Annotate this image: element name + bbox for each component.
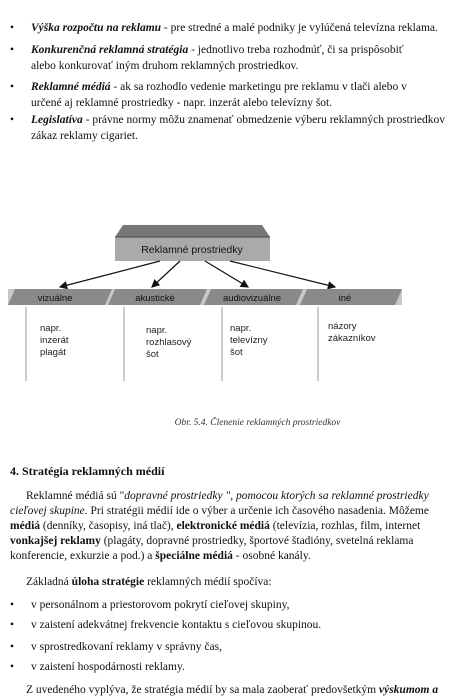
paragraph-line [26, 575, 455, 590]
example-text: šot [230, 347, 243, 358]
example-text: inzerát [40, 335, 69, 346]
bullet-glyph: • [10, 661, 15, 673]
diagram-root-label: Reklamné prostriedky [141, 244, 243, 256]
bullet-text: v zaistení hospodárnosti reklamy. [31, 661, 185, 673]
bullet-glyph: • [10, 641, 15, 653]
category-label: audiovizuálne [222, 293, 282, 304]
para-text: - osobné kanály. [232, 550, 311, 562]
para-text-italic: cieľovej skupine. [10, 505, 88, 517]
bullet-glyph: • [10, 22, 15, 34]
example-text: plagát [40, 347, 66, 358]
category-label: akustické [135, 293, 175, 304]
para-text-bold: elektronické médiá [176, 520, 270, 532]
bullet-text: - jednotlivo treba rozhodnúť, či sa prispôsobiť [188, 44, 404, 56]
example-text: napr. [230, 323, 252, 334]
para-text: reklamných médií spočíva: [144, 576, 272, 588]
bullet-glyph: • [10, 44, 15, 56]
example-text: napr. [146, 325, 168, 336]
bullet-text: v zaistení adekvátnej frekvencie kontaktu s cieľovou skupinou. [31, 619, 322, 631]
bullet-text: v sprostredkovaní reklamy v správny čas, [31, 641, 222, 653]
bullet-term: Legislatíva [31, 114, 83, 126]
bullet-text-continued: zákaz reklamy cigariet. [31, 129, 138, 142]
advertising-means-diagram [0, 205, 455, 405]
diagram-category-other [300, 289, 402, 305]
category-label: iné [338, 293, 352, 304]
para-text: (televízia, rozhlas, film, internet [269, 520, 421, 532]
diagram-category-visual [8, 289, 112, 305]
example-text: napr. [40, 323, 62, 334]
para-text: Pri stratégii médií ide o výber a určenie ich časového nasadenia. Môžeme [87, 505, 429, 517]
example-text: rozhlasový [146, 337, 192, 348]
bullet-text-continued: alebo konkurovať iným druhom reklamných prostriedkov. [31, 59, 299, 72]
paragraph-line [26, 683, 455, 698]
example-text: šot [146, 349, 159, 360]
bullet-text-continued: určené aj reklamné prostriedky - napr. inzerát alebo televízny šot. [31, 96, 333, 109]
bullet-glyph: • [10, 599, 15, 611]
bullet-text: - právne normy môžu znamenať obmedzenie výberu reklamných prostriedkov [82, 114, 445, 126]
bullet-glyph: • [10, 114, 15, 126]
bullet-text: v personálnom a priestorovom pokrytí cieľovej skupiny, [31, 599, 290, 611]
paragraph-line [10, 534, 455, 549]
para-text: (plagáty, dopravné prostriedky, športové štadióny, svetelná reklama [100, 535, 414, 547]
bullet-term: Výška rozpočtu na reklamu [31, 22, 162, 34]
diagram-root-node [115, 225, 270, 261]
para-text-bold: vonkajšej reklamy [10, 535, 101, 547]
diagram-category-acoustic [108, 289, 207, 305]
category-label: vizuálne [37, 293, 73, 304]
example-text: televízny [230, 335, 268, 346]
example-text: zákazníkov [328, 333, 376, 344]
paragraph-line [10, 549, 455, 564]
para-text-bold: špeciálne médiá [155, 550, 233, 562]
diagram-arrow [230, 261, 335, 287]
para-text-bold: médiá [10, 520, 41, 532]
para-text: Z uvedeného vyplýva, že stratégia médií by sa mala zaoberať predovšetkým [26, 684, 379, 696]
diagram-arrow [152, 261, 180, 287]
paragraph-line [10, 519, 455, 534]
para-text-italic: dopravné prostriedky ", pomocou ktorých sa reklamné prostriedky [124, 490, 429, 502]
bullet-glyph: • [10, 619, 15, 631]
bullet-glyph: • [10, 81, 15, 93]
para-text: Reklamné médiá sú " [26, 490, 125, 502]
bullet-term: Reklamné médiá [31, 81, 111, 93]
para-text-bold-italic: výskumom a [378, 684, 439, 696]
section-heading: 4. Stratégia reklamných médií [10, 464, 165, 478]
bullet-term: Konkurenčná reklamná stratégia [31, 44, 189, 56]
figure-caption: Obr. 5.4. Členenie reklamných prostriedkov [174, 418, 341, 428]
paragraph-line [10, 504, 455, 519]
diagram-arrow [205, 261, 248, 287]
diagram-category-audiovisual [204, 289, 303, 305]
paragraph-line [26, 489, 455, 504]
example-text: názory [328, 321, 357, 332]
para-text: (denníky, časopisy, iná tlač), [40, 520, 177, 532]
diagram-arrow [60, 261, 160, 287]
para-text: konferencie, exkurzie a pod.) a [10, 550, 156, 562]
bullet-text: - ak sa rozhodlo vedenie marketingu pre reklamu v tlači alebo v [110, 81, 407, 93]
para-text: Základná [26, 576, 72, 588]
para-text-bold: úloha stratégie [71, 576, 145, 588]
bullet-text: - pre stredné a malé podniky je vylúčená televízna reklama. [161, 22, 438, 34]
